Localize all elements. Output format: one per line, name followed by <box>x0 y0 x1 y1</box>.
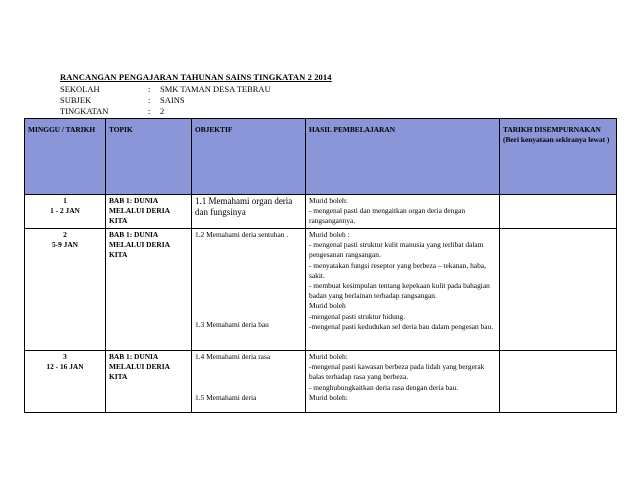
header-tarikh <box>500 119 617 195</box>
meta-value: SAINS <box>160 95 185 105</box>
objective-cell: 1.1 Memahami organ deria dan fungsinya <box>192 195 306 229</box>
outcome-line: Murid boleh: <box>309 352 348 361</box>
meta-colon: : <box>148 106 151 116</box>
header-tarikh-note: (Beri kenyataan sekiranya lewat ) <box>503 135 610 145</box>
week-date: 1 - 2 JAN <box>50 206 80 216</box>
meta-value: SMK TAMAN DESA TEBRAU <box>160 84 271 94</box>
table-row <box>25 351 617 413</box>
header-tarikh-label: TARIKH DISEMPURNAKAN <box>503 125 601 134</box>
header-minggu: MINGGU / TARIKH <box>25 119 106 195</box>
topic-cell: BAB 1: DUNIA MELALUI DERIA KITA <box>106 229 192 351</box>
outcome-cell <box>306 195 500 229</box>
outcome-line: - mengenal pasti struktur kulit manusia yang terlibat dalam pengesanan rangsangan. <box>309 240 484 260</box>
completion-cell <box>500 195 617 229</box>
header-topik: TOPIK <box>106 119 192 195</box>
meta-colon: : <box>148 95 151 105</box>
week-number: 3 <box>63 352 67 361</box>
outcome-cell <box>306 351 500 413</box>
table-row <box>25 195 617 229</box>
completion-cell <box>500 229 617 351</box>
week-cell <box>25 195 106 229</box>
outcome-line: Murid boleh <box>309 301 346 311</box>
week-number: 1 <box>63 196 67 205</box>
topic-cell: BAB 1: DUNIA MELALUI DERIA KITA <box>106 195 192 229</box>
meta-value: 2 <box>160 106 165 116</box>
outcome-line: - menghubungkaitkan deria rasa dengan deria bau. <box>309 382 459 392</box>
objective-1: 1.2 Memahami deria sentuhan . <box>195 230 289 239</box>
objective-cell <box>192 229 306 351</box>
objective-cell <box>192 351 306 413</box>
outcome-cell <box>306 229 500 351</box>
objective-1: 1.4 Memahami deria rasa <box>195 352 271 361</box>
lesson-plan-table <box>24 118 617 413</box>
objective-2: 1.5 Memahami deria <box>195 393 257 402</box>
document-title: RANCANGAN PENGAJARAN TAHUNAN SAINS TINGKATAN 2 2014 <box>60 72 332 82</box>
objective-2: 1.3 Memahami deria bau <box>195 320 269 329</box>
meta-colon: : <box>148 84 151 94</box>
header-row <box>25 119 617 195</box>
meta-key: SEKOLAH <box>60 84 100 94</box>
outcome-line: - membuat kesimpulan tentang kepekaan kulit pada bahagian badan yang berlainan terhadap rangsangan. <box>309 281 490 301</box>
week-cell <box>25 351 106 413</box>
outcome-line: -mengenal pasti kawasan berbeza pada lidah yang bergerak balas terhadap rasa yang berbeza. <box>309 362 485 382</box>
topic-cell: BAB 1: DUNIA MELALUI DERIA KITA <box>106 351 192 413</box>
outcome-line: Murid boleh: <box>309 392 348 402</box>
week-number: 2 <box>63 230 67 239</box>
outcome-line: - menyatakan fungsi reseptor yang berbeza – tekanan, haba, sakit. <box>309 260 486 280</box>
meta-key: TINGKATAN <box>60 106 109 116</box>
header-hasil: HASIL PEMBELAJARAN <box>306 119 500 195</box>
outcome-line: Murid boleh: <box>309 196 348 205</box>
outcome-line: -mengenal pasti kedudukan sel deria bau dalam pengesan bau. <box>309 321 494 331</box>
outcome-line: -mengenal pasti struktur hidung. <box>309 311 406 321</box>
header-objektif: OBJEKTIF <box>192 119 306 195</box>
week-date: 5-9 JAN <box>51 240 79 250</box>
week-date: 12 - 16 JAN <box>46 362 84 372</box>
meta-key: SUBJEK <box>60 95 92 105</box>
outcome-line: Murid boleh : <box>309 230 350 239</box>
week-cell <box>25 229 106 351</box>
outcome-line: - mengenal pasti dan mengaitkan organ deria dengan rangsangannya. <box>309 206 466 226</box>
completion-cell <box>500 351 617 413</box>
table-row <box>25 229 617 351</box>
